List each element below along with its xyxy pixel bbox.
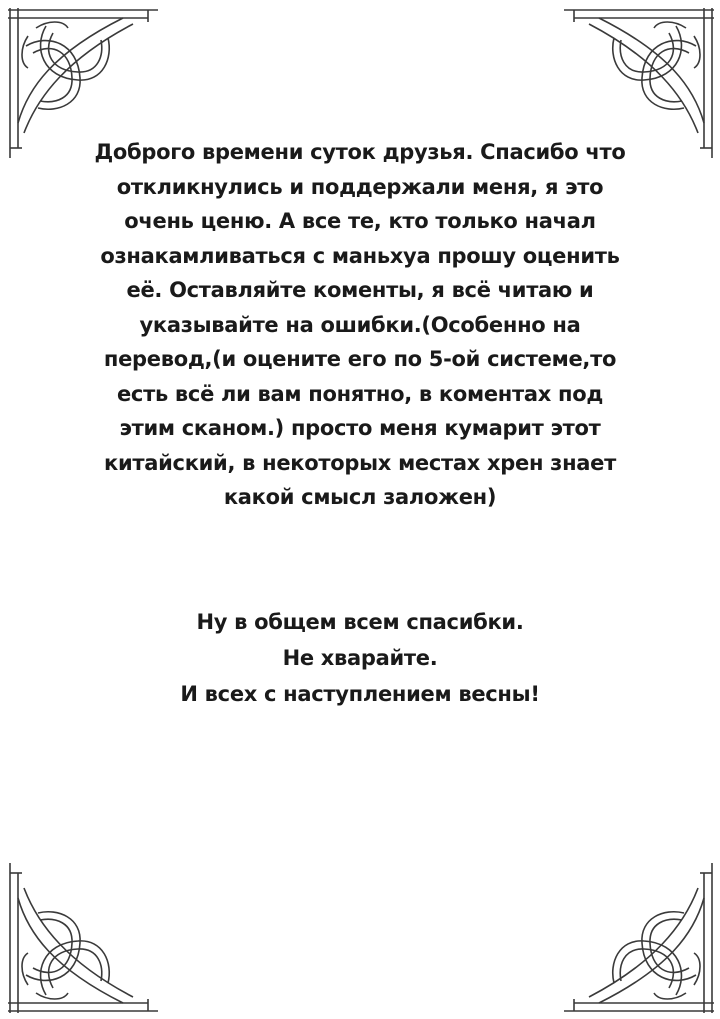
celtic-knot-icon bbox=[564, 863, 714, 1013]
message-line: перевод,(и оцените его по 5-ой системе,то bbox=[103, 347, 617, 371]
closing-block bbox=[40, 604, 680, 712]
message-paragraph bbox=[40, 135, 680, 515]
message-line: очень ценю. А все те, кто только начал bbox=[124, 209, 596, 233]
message-line: какой смысл заложен) bbox=[223, 485, 497, 509]
closing-line-spring: И всех с наступлением весны! bbox=[180, 682, 540, 706]
closing-line-thanks: Ну в общем всем спасибки. bbox=[196, 610, 524, 634]
message-line: китайский, в некоторых местах хрен знает bbox=[104, 450, 616, 475]
closing-line-get-well: Не хварайте. bbox=[282, 646, 438, 670]
message-line: есть всё ли вам понятно, в коментах под bbox=[116, 381, 603, 406]
message-line: её. Оставляйте коменты, я всё читаю и bbox=[126, 278, 594, 302]
corner-ornament-bottom-right bbox=[564, 863, 714, 1013]
message-line: Доброго времени суток друзья. Спасибо что bbox=[94, 140, 626, 164]
message-line: указывайте на ошибки.(Особенно на bbox=[139, 312, 581, 337]
message-line: ознакамливаться с маньхуа прошу оценить bbox=[100, 243, 620, 268]
corner-ornament-bottom-left bbox=[8, 863, 158, 1013]
message-line: этим сканом.) просто меня кумарит этот bbox=[119, 416, 601, 440]
message-block bbox=[40, 135, 680, 515]
celtic-knot-icon bbox=[8, 863, 158, 1013]
message-line: откликнулись и поддержали меня, я это bbox=[116, 174, 604, 199]
